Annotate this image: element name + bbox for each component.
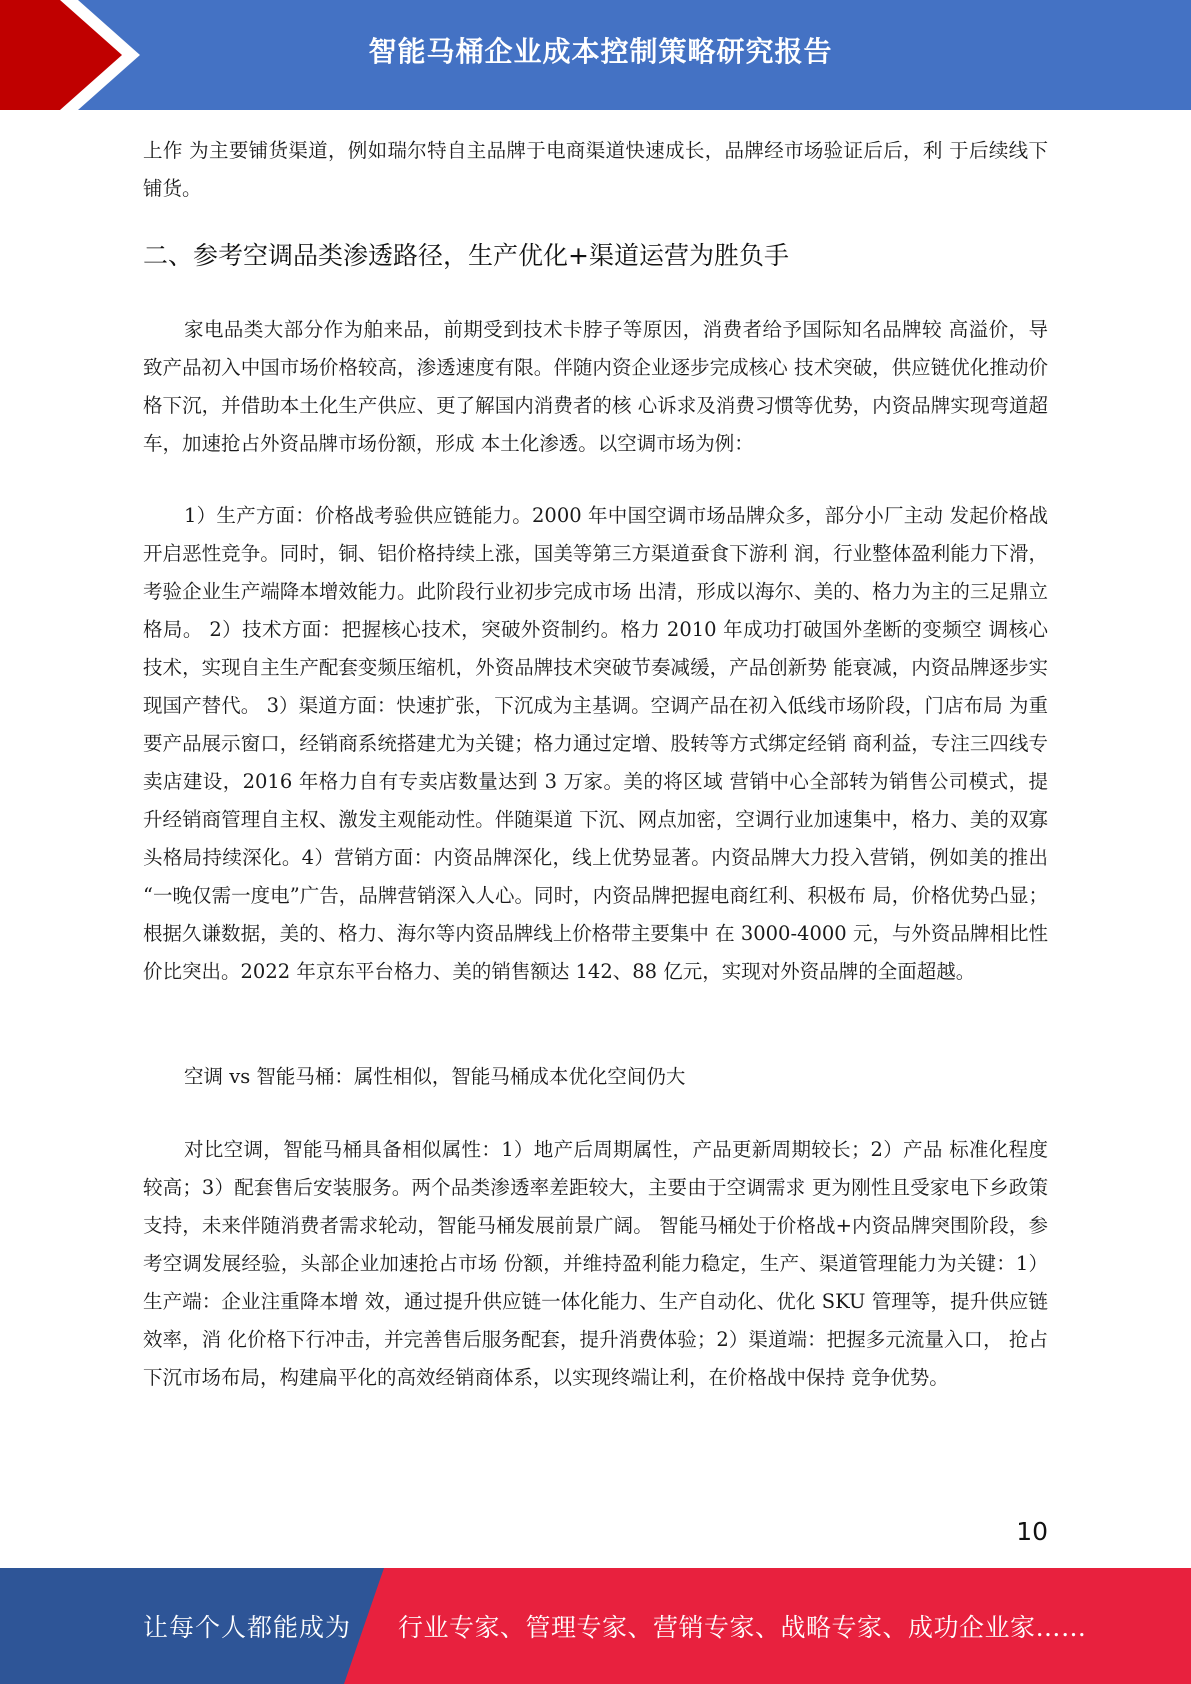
section-heading: 二、参考空调品类渗透路径，生产优化+渠道运营为胜负手	[143, 241, 789, 270]
footer-slogan-left: 让每个人都能成为	[143, 1613, 352, 1642]
paragraph-comparison: 对比空调，智能马桶具备相似属性：1）地产后周期属性，产品更新周期较长；2）产品 标准化程度较高；3）配套售后安装服务。两个品类渗透率差距较大，主要由于空调需求 更为刚性且受家电下乡政策支持，未来伴随消费者需求轮动，智能马桶发展前景广阔。 智能马桶处于价格战+内资品牌突围阶段，参考空调发展经验，头部企业加速抢占市场 份额，并维持盈利能力稳定，生产、渠道管理能力为关键：1）生产端：企业注重降本增 效，通过提升供应链一体化能力、生产自动化、优化 SKU 管理等，提升供应链效率，消 化价格下行冲击，并完善售后服务配套，提升消费体验；2）渠道端：把握多元流量入口， 抢占下沉市场布局，构建扁平化的高效经销商体系，以实现终端让利，在价格战中保持 竞争优势。	[143, 1138, 1048, 1389]
paragraph-intro: 家电品类大部分作为舶来品，前期受到技术卡脖子等原因，消费者给予国际知名品牌较 高溢价，导致产品初入中国市场价格较高，渗透速度有限。伴随内资企业逐步完成核心 技术突破，供应链优化推动价格下沉，并借助本土化生产供应、更了解国内消费者的核 心诉求及消费习惯等优势，内资品牌实现弯道超车，加速抢占外资品牌市场份额，形成 本土化渗透。以空调市场为例：	[143, 318, 1048, 455]
page-number: 10	[1016, 1517, 1048, 1546]
page-header	[0, 0, 1191, 110]
page-footer	[0, 1568, 1191, 1684]
report-title: 智能马桶企业成本控制策略研究报告	[368, 35, 833, 68]
subheading-comparison: 空调 vs 智能马桶：属性相似，智能马桶成本优化空间仍大	[184, 1065, 686, 1088]
footer-slogan-right: 行业专家、管理专家、营销专家、战略专家、成功企业家……	[398, 1613, 1087, 1642]
paragraph-continued: 上作 为主要铺货渠道，例如瑞尔特自主品牌于电商渠道快速成长，品牌经市场验证后后，利 于后续线下铺货。	[143, 139, 1048, 200]
header-arrow-icon	[0, 0, 160, 110]
paragraph-air-conditioner: 1）生产方面：价格战考验供应链能力。2000 年中国空调市场品牌众多，部分小厂主动 发起价格战开启恶性竞争。同时，铜、铝价格持续上涨，国美等第三方渠道蚕食下游利 润，行业整体盈利能力下滑，考验企业生产端降本增效能力。此阶段行业初步完成市场 出清，形成以海尔、美的、格力为主的三足鼎立格局。 2）技术方面：把握核心技术，突破外资制约。格力 2010 年成功打破国外垄断的变频空 调核心技术，实现自主生产配套变频压缩机，外资品牌技术突破节奏减缓，产品创新势 能衰减，内资品牌逐步实现国产替代。 3）渠道方面：快速扩张，下沉成为主基调。空调产品在初入低线市场阶段，门店布局 为重要产品展示窗口，经销商系统搭建尤为关键；格力通过定增、股转等方式绑定经销 商利益，专注三四线专卖店建设，2016 年格力自有专卖店数量达到 3 万家。美的将区域 营销中心全部转为销售公司模式，提升经销商管理自主权、激发主观能动性。伴随渠道 下沉、网点加密，空调行业加速集中，格力、美的双寡头格局持续深化。4）营销方面：内资品牌深化，线上优势显著。内资品牌大力投入营销，例如美的推出 “一晚仅需一度电”广告，品牌营销深入人心。同时，内资品牌把握电商红利、积极布 局，价格优势凸显；根据久谦数据，美的、格力、海尔等内资品牌线上价格带主要集中 在 3000-4000 元，与外资品牌相比性价比突出。2022 年京东平台格力、美的销售额达 142、88 亿元，实现对外资品牌的全面超越。	[143, 504, 1048, 983]
